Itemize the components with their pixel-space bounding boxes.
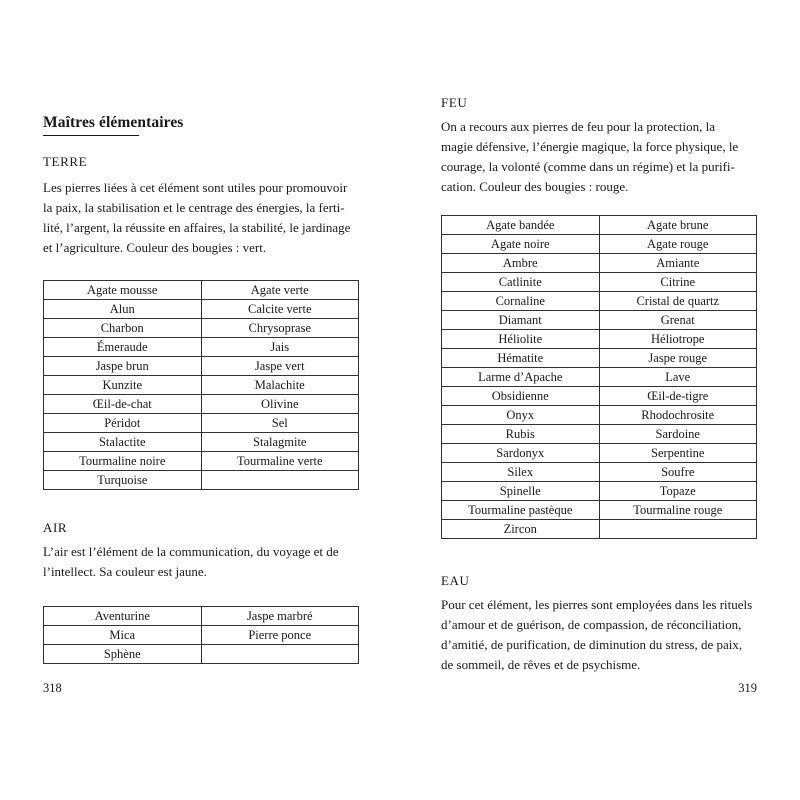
paragraph-line: d’amitié, de purification, de diminution du stress, de paix,	[441, 637, 743, 652]
table-row	[442, 482, 757, 501]
table-cell: Larme d’Apache	[442, 368, 600, 387]
table-cell: Péridot	[44, 414, 202, 433]
table-cell: Jaspe marbré	[201, 607, 359, 626]
table-cell: Silex	[442, 463, 600, 482]
table-cell: Jaspe brun	[44, 357, 202, 376]
table-row	[442, 463, 757, 482]
table-cell: Tourmaline noire	[44, 452, 202, 471]
table-row	[442, 311, 757, 330]
table-cell: Stalactite	[44, 433, 202, 452]
table-row	[442, 501, 757, 520]
paragraph-line: d’amour et de guérison, de compassion, de réconciliation,	[441, 617, 742, 632]
paragraph-line: L’air est l’élément de la communication, du voyage et de	[43, 544, 339, 559]
paragraph-line: courage, la volonté (comme dans un régime) et la purifi-	[441, 159, 735, 174]
left-page	[43, 100, 361, 700]
paragraph-line: et l’agriculture. Couleur des bougies : vert.	[43, 240, 267, 255]
section-title: Maîtres élémentaires	[43, 114, 184, 131]
table-terre-stones	[43, 280, 359, 490]
table-row	[442, 349, 757, 368]
paragraph-line: On a recours aux pierres de feu pour la protection, la	[441, 119, 715, 134]
table-cell: Héliolite	[442, 330, 600, 349]
heading-terre: TERRE	[43, 154, 88, 169]
table-cell: Sardoine	[599, 425, 757, 444]
table-feu-stones	[441, 215, 757, 539]
paragraph-line: la paix, la stabilisation et le centrage des énergies, la ferti-	[43, 200, 345, 215]
table-row	[442, 330, 757, 349]
table-cell: Jais	[201, 338, 359, 357]
table-cell: Agate mousse	[44, 281, 202, 300]
paragraph-line: de sommeil, de rêves et de psychisme.	[441, 657, 641, 672]
table-row	[442, 216, 757, 235]
table-row	[44, 626, 359, 645]
table-row	[44, 281, 359, 300]
paragraph-line: lité, l’argent, la réussite en affaires, la stabilité, le jardinage	[43, 220, 351, 235]
table-cell	[201, 471, 359, 490]
table-cell: Amiante	[599, 254, 757, 273]
table-cell: Spinelle	[442, 482, 600, 501]
table-row	[44, 645, 359, 664]
table-cell: Catlinite	[442, 273, 600, 292]
paragraph-terre	[43, 178, 361, 258]
table-cell: Onyx	[442, 406, 600, 425]
table-cell: Sel	[201, 414, 359, 433]
table-cell: Sardonyx	[442, 444, 600, 463]
heading-eau: EAU	[441, 573, 470, 588]
table-cell: Agate brune	[599, 216, 757, 235]
table-row	[442, 235, 757, 254]
paragraph-line: magie défensive, l’énergie magique, la force physique, le	[441, 139, 739, 154]
table-row	[44, 376, 359, 395]
table-row	[44, 395, 359, 414]
table-cell: Mica	[44, 626, 202, 645]
table-cell: Soufre	[599, 463, 757, 482]
table-cell: Aventurine	[44, 607, 202, 626]
table-air-stones	[43, 606, 359, 664]
table-cell: Kunzite	[44, 376, 202, 395]
table-cell: Tourmaline pastèque	[442, 501, 600, 520]
table-row	[44, 357, 359, 376]
table-row	[442, 254, 757, 273]
paragraph-line: l’intellect. Sa couleur est jaune.	[43, 564, 207, 579]
table-cell: Rhodochrosite	[599, 406, 757, 425]
table-cell: Citrine	[599, 273, 757, 292]
table-row	[44, 319, 359, 338]
paragraph-eau	[441, 595, 759, 675]
table-cell: Tourmaline verte	[201, 452, 359, 471]
paragraph-line: Pour cet élément, les pierres sont employées dans les rituels	[441, 597, 753, 612]
table-row	[44, 338, 359, 357]
table-cell: Jaspe rouge	[599, 349, 757, 368]
table-cell: Turquoise	[44, 471, 202, 490]
table-cell: Calcite verte	[201, 300, 359, 319]
table-cell: Grenat	[599, 311, 757, 330]
table-cell: Œil-de-chat	[44, 395, 202, 414]
table-row	[44, 471, 359, 490]
paragraph-line: cation. Couleur des bougies : rouge.	[441, 179, 629, 194]
table-cell: Agate noire	[442, 235, 600, 254]
heading-feu: FEU	[441, 95, 468, 110]
table-row	[442, 273, 757, 292]
table-cell: Serpentine	[599, 444, 757, 463]
table-cell: Agate verte	[201, 281, 359, 300]
table-cell: Émeraude	[44, 338, 202, 357]
table-cell: Tourmaline rouge	[599, 501, 757, 520]
table-cell: Agate bandée	[442, 216, 600, 235]
table-cell: Sphène	[44, 645, 202, 664]
table-cell: Hématite	[442, 349, 600, 368]
table-cell	[201, 645, 359, 664]
table-row	[442, 444, 757, 463]
table-cell: Cornaline	[442, 292, 600, 311]
table-cell: Pierre ponce	[201, 626, 359, 645]
table-cell: Ambre	[442, 254, 600, 273]
table-row	[44, 607, 359, 626]
table-cell: Obsidienne	[442, 387, 600, 406]
table-row	[44, 433, 359, 452]
table-cell: Malachite	[201, 376, 359, 395]
table-row	[442, 520, 757, 539]
table-row	[442, 292, 757, 311]
table-cell: Zircon	[442, 520, 600, 539]
table-cell: Jaspe vert	[201, 357, 359, 376]
table-cell: Charbon	[44, 319, 202, 338]
table-row	[442, 425, 757, 444]
right-page	[441, 93, 759, 703]
table-cell: Alun	[44, 300, 202, 319]
page-number-right: 319	[738, 681, 757, 695]
table-row	[442, 406, 757, 425]
title-underline	[43, 135, 139, 136]
table-cell: Stalagmite	[201, 433, 359, 452]
table-cell: Cristal de quartz	[599, 292, 757, 311]
table-cell	[599, 520, 757, 539]
table-cell: Lave	[599, 368, 757, 387]
table-row	[44, 300, 359, 319]
table-row	[44, 452, 359, 471]
table-cell: Olivine	[201, 395, 359, 414]
page-number-left: 318	[43, 681, 62, 695]
table-cell: Rubis	[442, 425, 600, 444]
paragraph-air	[43, 542, 361, 582]
table-row	[442, 368, 757, 387]
table-row	[442, 387, 757, 406]
table-cell: Œil-de-tigre	[599, 387, 757, 406]
table-cell: Héliotrope	[599, 330, 757, 349]
table-cell: Chrysoprase	[201, 319, 359, 338]
paragraph-feu	[441, 117, 759, 197]
table-cell: Diamant	[442, 311, 600, 330]
heading-air: AIR	[43, 520, 68, 535]
paragraph-line: Les pierres liées à cet élément sont utiles pour promouvoir	[43, 180, 348, 195]
table-row	[44, 414, 359, 433]
table-cell: Agate rouge	[599, 235, 757, 254]
table-cell: Topaze	[599, 482, 757, 501]
